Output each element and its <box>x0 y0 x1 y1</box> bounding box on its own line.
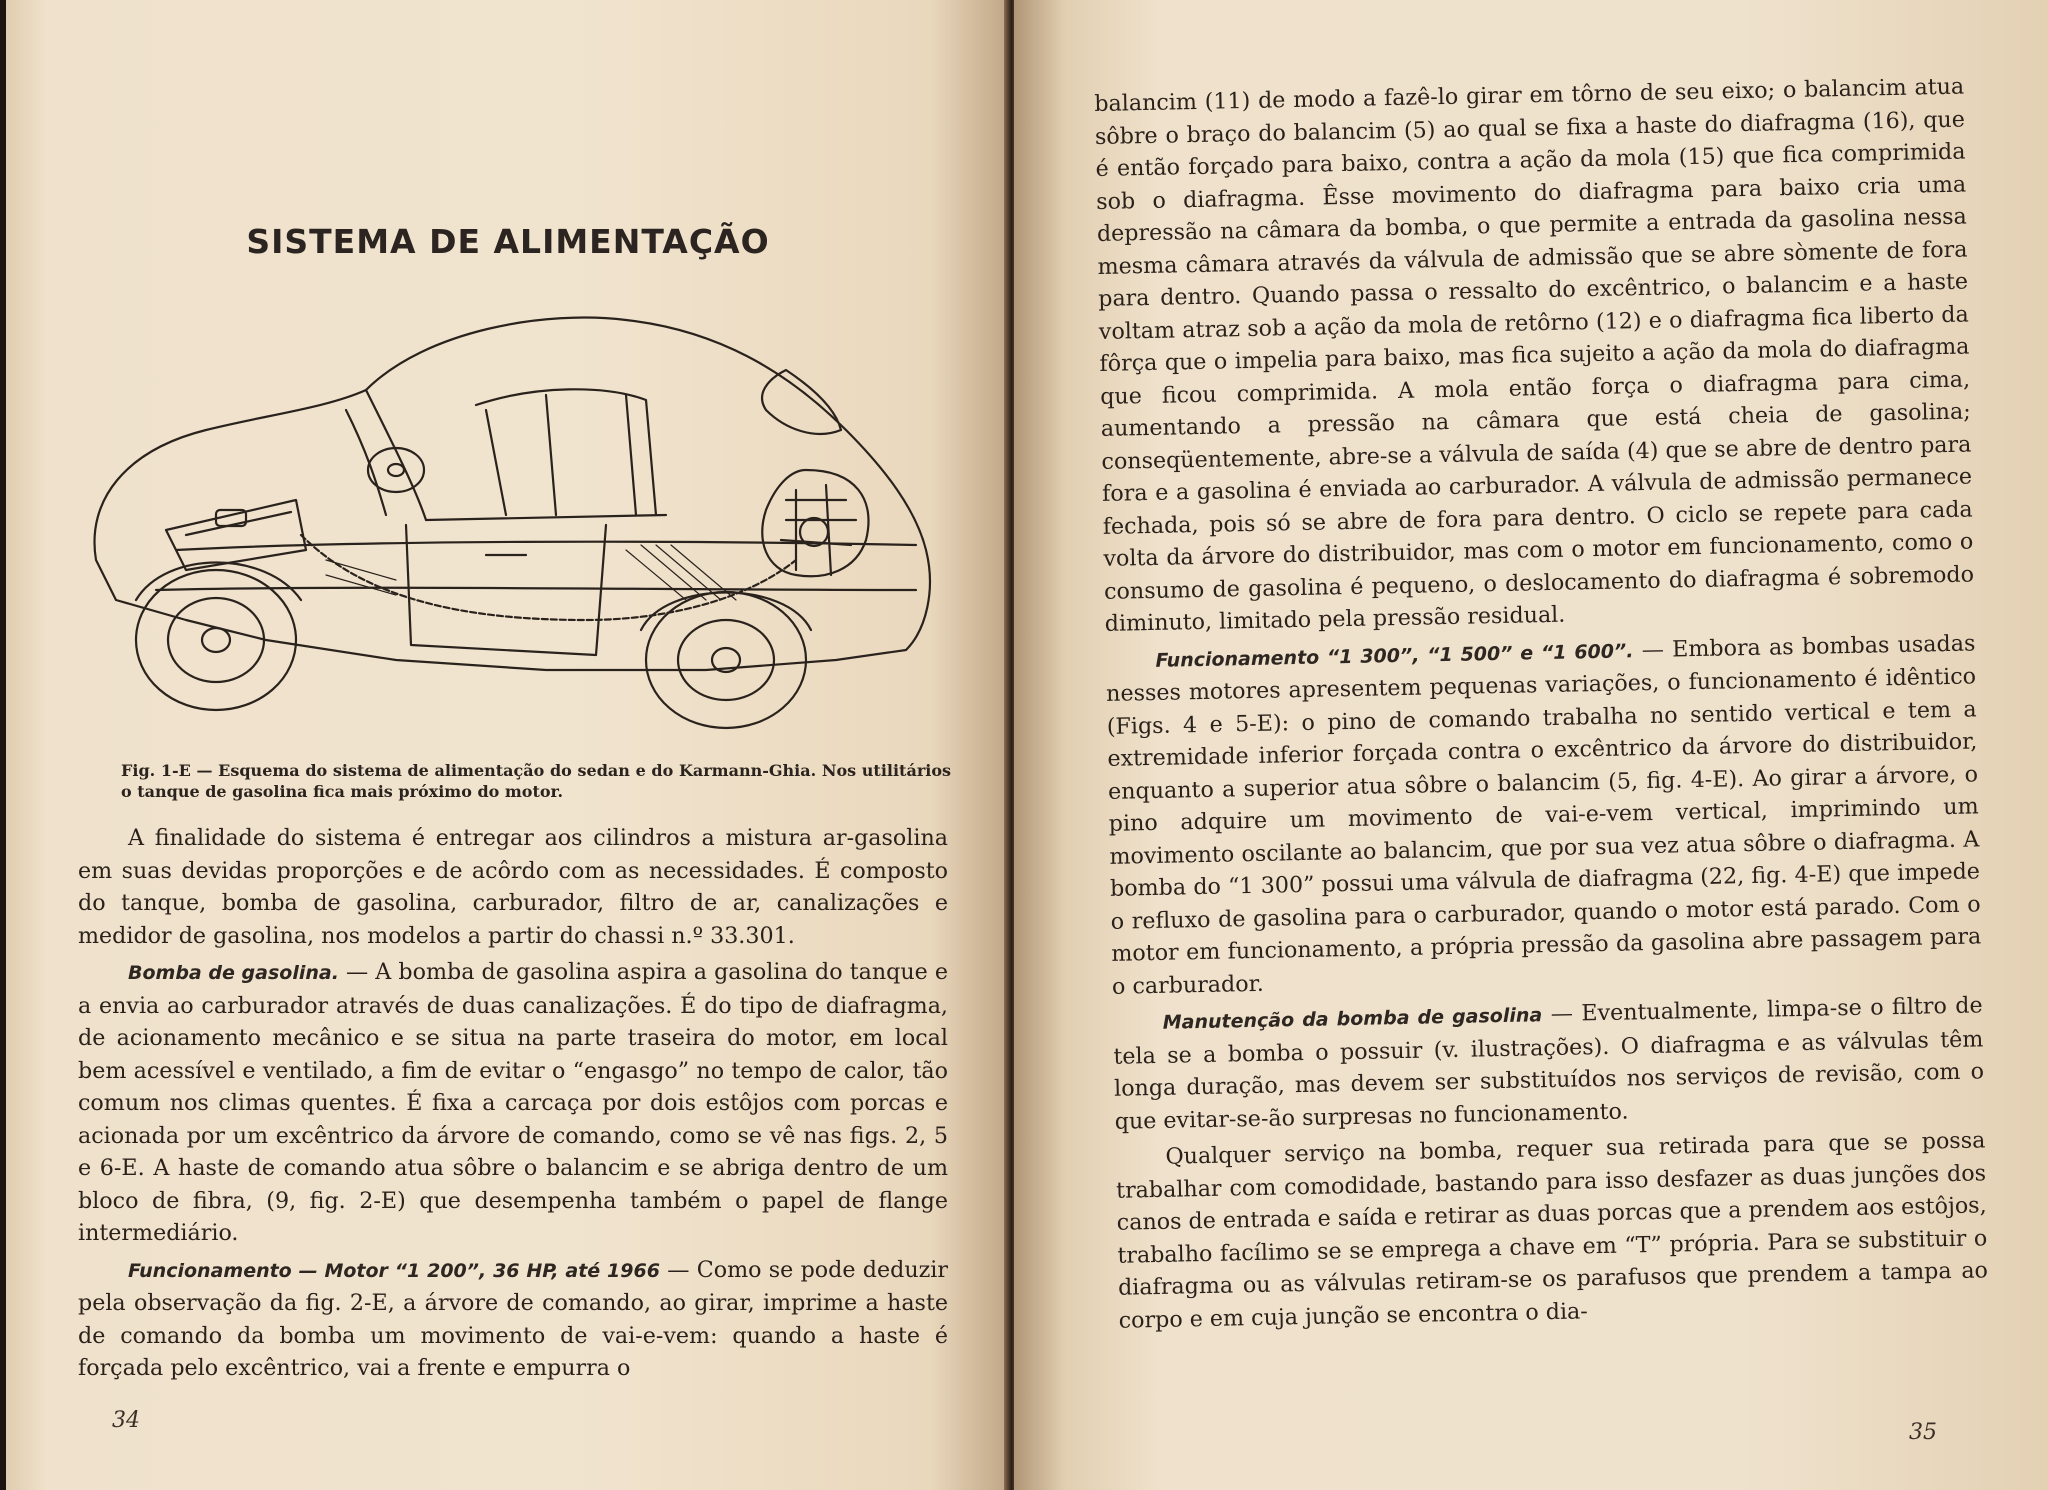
fuel-pump-paragraph <box>78 956 948 1250</box>
intro-paragraph: A finalidade do sistema é entregar aos cilindros a mistura ar-gasolina em suas devidas proporções e de acôrdo com as necessidades. É composto do tanque, bomba de gasolina, carburador, filtro de ar, canalizações e medidor de gasolina, nos modelos a partir do chassi n.º 33.301. <box>78 825 948 949</box>
service-paragraph: Qualquer serviço na bomba, requer sua retirada para que se possa trabalhar com comodidade, bastando para isso desfazer as duas junções dos canos de entrada e saída e retirar as duas porcas que a prendem aos estôjos, trabalho facílimo se se emprega a chave em “T” própria. Para se substituir o diafragma ou as válvulas retiram-se os parafusos que prendem a tampa ao corpo e em cuja junção se encontra o dia- <box>1115 1127 1989 1334</box>
operation-paragraph <box>78 1254 948 1385</box>
operation-1300-heading: Funcionamento “1 300”, “1 500” e “1 600”. <box>1155 639 1634 672</box>
left-text-column <box>78 822 948 1385</box>
chapter-title: SISTEMA DE ALIMENTAÇÃO <box>246 222 770 261</box>
right-page <box>1014 0 2048 1490</box>
right-text-column <box>1094 71 1989 1337</box>
fuel-pump-heading: Bomba de gasolina. <box>128 962 339 984</box>
fuel-pump-text: — A bomba de gasolina aspira a gasolina do tanque e a envia ao carburador através de duas canalizações. É do tipo de diafragma, de acionamento mecânico e se situa na parte traseira do motor, em local bem acessível e ventilado, a fim de evitar o “engasgo” no tempo de calor, tão comum nos climas quentes. É fixa a carcaça por dois estôjos com porcas e acionada por um excêntrico da árvore de comando, como se vê nas figs. 2, 5 e 6-E. A haste de comando atua sôbre o balancim e se abriga dentro de um bloco de fibra, (9, fig. 2-E) que desempenha também o papel de flange intermediário. <box>78 959 948 1246</box>
maintenance-heading: Manutenção da bomba de gasolina <box>1162 1004 1543 1034</box>
continuation-paragraph: balancim (11) de modo a fazê-lo girar em tôrno de seu eixo; o balancim atua sôbre o braço do balancim (5) ao qual se fixa a haste do diafragma (16), que é então forçado para baixo, contra a ação da mola (15) que fica comprimida sob o diafragma. Êsse movimento do diafragma para baixo cria uma depressão na câmara da bomba, o que permite a entrada da gasolina nessa mesma câmara através da válvula de admissão que se abre sòmente de fora para dentro. Quando passa o ressalto do excêntrico, o balancim e a haste voltam atraz sob a ação da mola de retôrno (12) e o diafragma fica liberto da fôrça que o impelia para baixo, mas fica sujeito a ação da mola do diafragma que ficou comprimida. A mola então força o diafragma para cima, aumentando a pressão na câmara que está cheia de gasolina; conseqüentemente, abre-se a válvula de saída (4) que se abre de dentro para fora e a gasolina é enviada ao carburador. A válvula de admissão permanece fechada, pois só se abre de fora para dentro. O ciclo se repete para cada volta da árvore do distribuidor, mas com o motor em funcionamento, como o consumo de gasolina é pequeno, o deslocamento do diafragma é sobremodo diminuto, limitado pela pressão residual. <box>1094 73 1975 637</box>
fuel-system-illustration <box>66 300 976 730</box>
figure-caption: Fig. 1-E — Esquema do sistema de alimentação do sedan e do Karmann-Ghia. Nos utilitários o tanque de gasolina fica mais próximo do motor. <box>121 761 951 801</box>
page-number-left: 34 <box>112 1408 140 1433</box>
operation-1300-paragraph <box>1105 627 1982 1003</box>
left-page <box>6 0 1010 1490</box>
maintenance-paragraph <box>1112 989 1984 1137</box>
operation-1300-text: — Embora as bombas usadas nesses motores apresentem pequenas variações, o funcionamento é idêntico (Figs. 4 e 5-E): o pino de comando trabalha no sentido vertical e tem a extremidade inferior forçada contra o excêntrico da árvore do distribuidor, enquanto a superior atua sôbre o balancim (5, fig. 4-E). Ao girar a árvore, o pino adquire um movimento de vai-e-vem vertical, imprimindo um movimento oscilante ao balancim, que por sua vez atua sôbre o diafragma. A bomba do “1 300” possui uma válvula de diafragma (22, fig. 4-E) que impede o refluxo de gasolina para o carburador, quando o motor está parado. Com o motor em funcionamento, a própria pressão da gasolina abre passagem para o carburador. <box>1105 629 1982 1000</box>
page-number-right: 35 <box>1909 1420 1937 1445</box>
operation-text: — Como se pode deduzir pela observação da fig. 2-E, a árvore de comando, ao girar, imprime a haste de comando da bomba um movimento de vai-e-vem: quando a haste é forçada pelo excêntrico, vai a frente e empurra o <box>78 1256 949 1381</box>
maintenance-text: — Eventualmente, limpa-se o filtro de tela se a bomba o possuir (v. ilustrações). O diafragma e as válvulas têm longa duração, mas devem ser substituídos nos serviços de revisão, com o que evitar-se-ão surpresas no funcionamento. <box>1113 992 1985 1135</box>
operation-heading: Funcionamento — Motor “1 200”, 36 HP, até 1966 <box>128 1259 660 1282</box>
